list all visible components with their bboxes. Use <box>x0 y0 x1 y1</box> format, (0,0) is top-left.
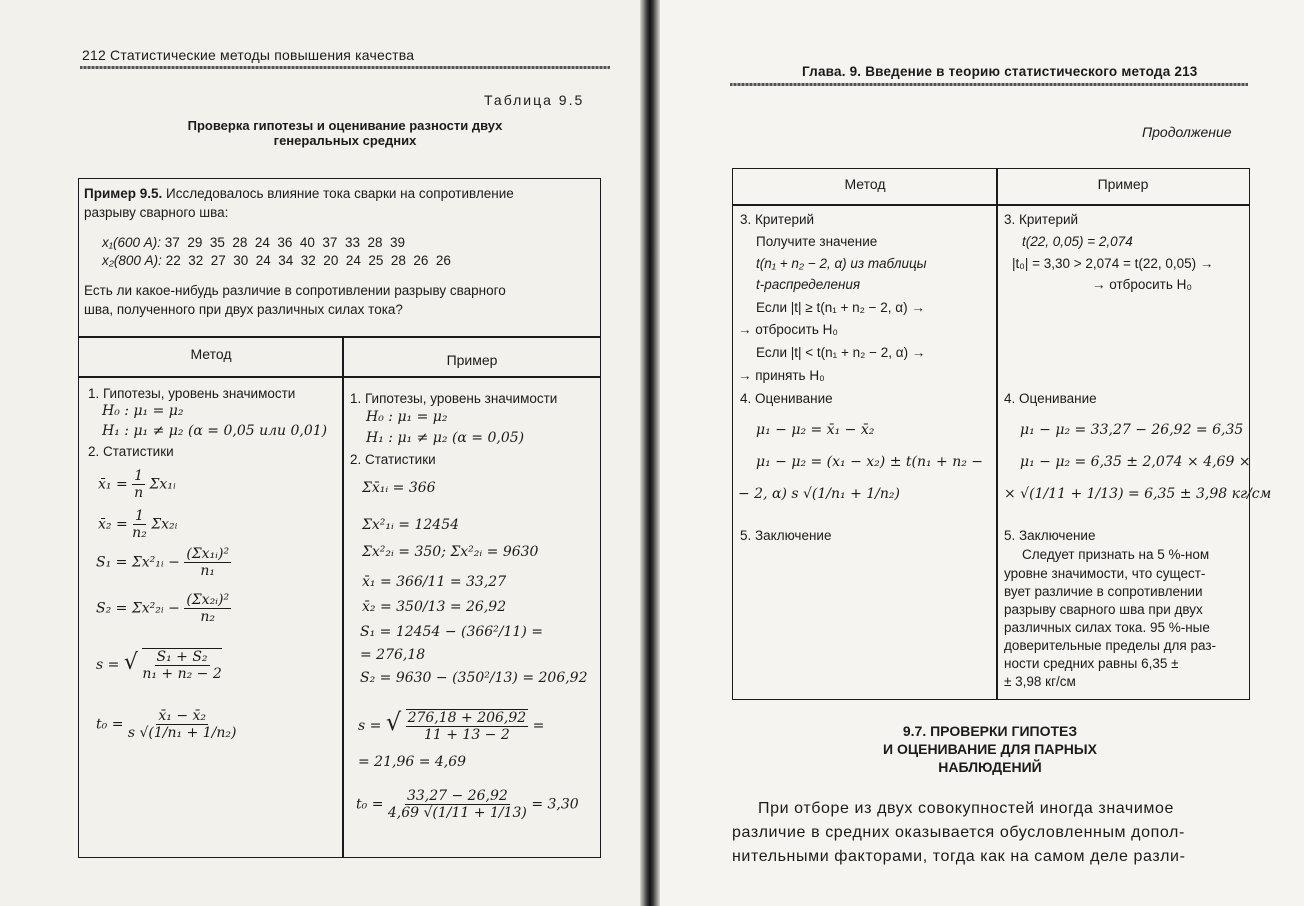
header-divider <box>78 376 601 378</box>
example-criterion-c: → отбросить H₀ <box>1092 277 1193 292</box>
method-criterion: 3. Критерий <box>740 212 815 227</box>
right-header-rule <box>730 83 1248 86</box>
x2-label: x₂(800 А): <box>102 253 162 268</box>
example-line-1 <box>84 184 514 203</box>
example-t0-den: 4,69 √(1/11 + 1/13) <box>387 805 527 821</box>
conclusion-line-5: различных силах тока. 95 %-ные <box>1004 620 1210 635</box>
right-running-head: Глава. 9. Введение в теорию статистического метода 213 <box>802 64 1198 79</box>
method-criterion-a: Получите значение <box>756 234 878 249</box>
section-title-3: НАБЛЮДЕНИЙ <box>938 759 1042 775</box>
header-example: Пример <box>446 352 498 368</box>
formula-s: s = √ $\frac{\text{S₁ + S₂}}{\text{n₁ + n₂ − 2}}$ <box>96 649 222 682</box>
example-s1: S₁ = 12454 − (366²/11) = <box>360 624 543 640</box>
table-caption: Таблица 9.5 <box>484 92 585 108</box>
table-title: Проверка гипотезы и оценивание разности двух генеральных средних <box>187 118 503 148</box>
method-hypotheses: 1. Гипотезы, уровень значимости <box>88 386 296 401</box>
x1-label: x₁(600 А): <box>102 235 162 250</box>
example-h1: H₁ : μ₁ ≠ μ₂ (α = 0,05) <box>366 430 525 446</box>
example-estimation: 4. Оценивание <box>1004 391 1097 406</box>
x1-values: 37 29 35 28 24 36 40 37 33 28 39 <box>164 235 405 250</box>
example-t0-rhs: = 3,30 <box>531 796 579 813</box>
formula-mean2-rest: Σx₂ᵢ <box>151 516 178 533</box>
left-header-rule <box>80 66 610 69</box>
x1-row <box>102 233 405 252</box>
formula-mean2-num: 1 <box>135 508 144 524</box>
formula-t0-num: x̄₁ − x̄₂ <box>158 708 207 724</box>
conclusion-line-6: доверительные пределы для раз- <box>1004 638 1217 653</box>
formula-s2-den: n₂ <box>200 609 216 625</box>
method-estimation-a: μ₁ − μ₂ = x̄₁ − x̄₂ <box>756 422 875 438</box>
method-criterion-b: t(n₁ + n₂ − 2, α) из таблицы <box>756 256 927 271</box>
example-estimation-b: μ₁ − μ₂ = 6,35 ± 2,074 × 4,69 × <box>1020 454 1251 470</box>
x2-row <box>102 251 451 270</box>
example-criterion: 3. Критерий <box>1004 212 1079 227</box>
body-line-3: нительными факторами, тогда как на самом деле разли- <box>732 848 1186 865</box>
x2-values: 22 32 27 30 24 34 32 20 24 25 28 26 26 <box>165 253 451 268</box>
method-estimation: 4. Оценивание <box>740 391 833 406</box>
right-header-example: Пример <box>1097 176 1149 192</box>
book-gutter <box>640 0 660 906</box>
example-sum1: Σx̄₁ᵢ = 366 <box>362 480 436 496</box>
body-line-2: различие в средних оказывается обусловленным допол- <box>732 824 1185 841</box>
formula-mean2-lhs: x̄₂ = <box>98 516 128 533</box>
example-sum2: Σx²₂ᵢ = 350; Σx²₂ᵢ = 9630 <box>362 544 539 560</box>
method-estimation-b: μ₁ − μ₂ = (x₁ − x₂) ± t(n₁ + n₂ − <box>756 454 984 470</box>
formula-mean1-lhs: x̄₁ = <box>98 476 128 493</box>
formula-s2-lhs: S₂ = Σx²₂ᵢ − <box>96 600 180 617</box>
formula-mean1 <box>98 468 176 501</box>
right-column-divider <box>996 168 998 699</box>
example-s-rhs: = <box>532 718 545 734</box>
example-s-lhs: s = <box>358 718 382 734</box>
method-criterion-g: → принять H₀ <box>738 368 825 383</box>
method-criterion-f: Если |t| < t(n₁ + n₂ − 2, α) → <box>756 345 926 360</box>
method-statistics: 2. Статистики <box>88 444 174 459</box>
example-criterion-a: t(22, 0,05) = 2,074 <box>1022 234 1133 249</box>
column-divider <box>342 336 344 857</box>
method-h1: H₁ : μ₁ ≠ μ₂ (α = 0,05 или 0,01) <box>102 423 328 439</box>
example-t0-lhs: t₀ = <box>356 796 384 813</box>
conclusion-line-7: ности средних равны 6,35 ± <box>1004 656 1179 671</box>
formula-mean1-rest: Σx₁ᵢ <box>149 476 176 493</box>
formula-s2-num: (Σx₂ᵢ)² <box>186 592 230 608</box>
example-s-num: 276,18 + 206,92 <box>407 710 527 726</box>
example-s-den: 11 + 13 − 2 <box>423 727 510 743</box>
example-conclusion: 5. Заключение <box>1004 528 1096 543</box>
continuation-label: Продолжение <box>1142 124 1232 140</box>
formula-mean2-den: n₂ <box>132 525 147 541</box>
conclusion-line-3: вует различие в сопротивлении <box>1004 584 1203 599</box>
body-line-1: При отборе из двух совокупностей иногда значимое <box>758 800 1174 817</box>
example-hypotheses: 1. Гипотезы, уровень значимости <box>350 391 558 406</box>
conclusion-line-4: разрыву сварного шва при двух <box>1004 602 1203 617</box>
formula-s1 <box>96 546 231 579</box>
formula-s1-lhs: S₁ = Σx²₁ᵢ − <box>96 554 180 571</box>
conclusion-line-2: уровне значимости, что сущест- <box>1004 566 1206 581</box>
section-title-1: 9.7. ПРОВЕРКИ ГИПОТЕЗ <box>902 723 1078 739</box>
example-divider <box>78 336 601 338</box>
left-running-head: 212 Статистические методы повышения качества <box>82 47 415 63</box>
formula-t0 <box>96 708 237 741</box>
example-statistics: 2. Статистики <box>350 452 436 467</box>
formula-s2 <box>96 592 231 625</box>
right-header-divider <box>732 204 1250 206</box>
formula-s1-num: (Σx₁ᵢ)² <box>186 546 230 562</box>
example-text-1: Исследовалось влияние тока сварки на сопротивление <box>166 186 514 201</box>
conclusion-line-1: Следует признать на 5 %-ном <box>1022 547 1210 562</box>
formula-s-den: n₁ + n₂ − 2 <box>142 666 222 682</box>
question-1: Есть ли какое-нибудь различие в сопротивлении разрыву сварного <box>84 283 506 298</box>
example-criterion-b: |t₀| = 3,30 > 2,074 = t(22, 0,05) → <box>1012 256 1214 271</box>
example-h0: H₀ : μ₁ = μ₂ <box>366 409 448 425</box>
header-method: Метод <box>190 346 232 362</box>
example-t0 <box>356 788 579 821</box>
method-criterion-c: t-распределения <box>756 277 861 292</box>
formula-s-lhs: s = <box>96 657 120 673</box>
method-h0: H₀ : μ₁ = μ₂ <box>102 403 184 419</box>
example-sumsq1: Σx²₁ᵢ = 12454 <box>362 517 460 533</box>
right-header-method: Метод <box>844 176 886 192</box>
example-s: s = √ $\frac{276,18 + 206,92}{11 + 13 - 2}$ = <box>358 708 545 743</box>
example-t0-num: 33,27 − 26,92 <box>406 788 508 804</box>
example-s2: S₂ = 9630 − (350²/13) = 206,92 <box>360 670 588 686</box>
example-s1-value: = 276,18 <box>360 647 426 663</box>
formula-s1-den: n₁ <box>200 563 216 579</box>
example-estimation-a: μ₁ − μ₂ = 33,27 − 26,92 = 6,35 <box>1020 422 1244 438</box>
formula-mean1-den: n <box>134 485 144 501</box>
question-2: шва, полученного при двух различных силах тока? <box>84 302 403 317</box>
left-page <box>0 0 640 906</box>
section-title-2: И ОЦЕНИВАНИЕ ДЛЯ ПАРНЫХ <box>883 741 1097 757</box>
example-mean1: x̄₁ = 366/11 = 33,27 <box>362 574 507 590</box>
formula-mean1-num: 1 <box>134 468 144 484</box>
right-page <box>660 0 1304 906</box>
example-estimation-c: × √(1/11 + 1/13) = 6,35 ± 3,98 кг/см <box>1004 486 1272 502</box>
example-text-2: разрыву сварного шва: <box>84 205 229 220</box>
example-label: Пример 9.5. <box>84 186 163 201</box>
example-mean2: x̄₂ = 350/13 = 26,92 <box>362 599 507 615</box>
formula-t0-lhs: t₀ = <box>96 716 124 733</box>
method-conclusion: 5. Заключение <box>740 528 832 543</box>
method-estimation-c: − 2, α) s √(1/n₁ + 1/n₂) <box>738 486 900 502</box>
method-criterion-e: → отбросить H₀ <box>738 322 839 337</box>
formula-mean2 <box>98 508 177 541</box>
conclusion-line-8: ± 3,98 кг/см <box>1004 674 1076 689</box>
example-s-value: = 21,96 = 4,69 <box>358 754 467 770</box>
formula-s-num: S₁ + S₂ <box>156 649 208 665</box>
formula-t0-den: s √(1/n₁ + 1/n₂) <box>127 725 237 741</box>
method-criterion-d: Если |t| ≥ t(n₁ + n₂ − 2, α) → <box>756 300 925 315</box>
